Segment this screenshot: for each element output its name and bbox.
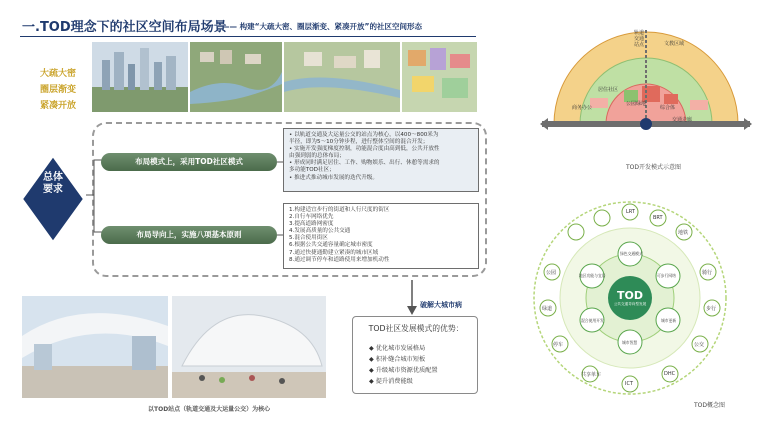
outer-label-4: 骑行 [702, 270, 713, 276]
branch-eight-principles: 布局导向上，实施八项基本原则 [101, 226, 277, 244]
advantage-item: ◆ 优化城市发展格局 [369, 345, 426, 352]
outer-label-11: 绿道 [542, 306, 553, 312]
diagram-bottom-center-title: TOD [617, 289, 643, 302]
photo-masterplan-render [284, 42, 400, 112]
photo-zoning-map [402, 42, 477, 112]
side-label-3: 紧凑开放 [40, 101, 77, 111]
photo-station-canopy [22, 296, 168, 398]
diagram-top-transit-label: 交通走廊 [672, 117, 693, 123]
outer-label-12: 公园 [546, 270, 557, 276]
outer-label-2: BRT [653, 215, 663, 221]
title-underline [20, 36, 476, 37]
ring-label-5: 混合使用开发 [581, 318, 604, 323]
diagram-bottom-center-sub: 公共交通导向型发展 [613, 302, 647, 306]
outer-label-1: LRT [626, 209, 635, 215]
down-arrow-icon [406, 280, 418, 316]
advantage-item: ◆ 提升消费能级 [369, 378, 413, 385]
summary-label: 总体要求 [43, 172, 63, 195]
ring-label-3: 城市更新 [661, 318, 677, 323]
ring-label-2: 可步行网络 [657, 273, 676, 278]
principles-list: 1.构建适宜步行的街道和人行尺度的街区 2.自行车网络优先 3.提高道路网密度 4.发展高质量的公共交通 5.混合使用街区 6.根据公共交通容量确定城市密度 7.通过快捷通勤建立紧凑的城市区域 8.通过调节停车和道路使用来增加机动性 [283, 203, 479, 269]
arrow-label: 破解大城市病 [420, 301, 462, 309]
page-title: 一.TOD理念下的社区空间布局场景 [22, 20, 227, 35]
branch-layout-mode: 布局模式上，采用TOD社区模式 [101, 153, 277, 171]
side-label-2: 圈层渐变 [40, 85, 77, 95]
ring-label-6: 地区功能与宜居 [579, 273, 606, 278]
advantage-item: ◆ 升级城市资源优质配置 [369, 367, 438, 374]
outer-label-5: 步行 [706, 306, 717, 312]
diagram-top-station-label: 轨道交通站点 [634, 30, 645, 48]
advantage-item: ◆ 积补缝合城市短板 [369, 356, 426, 363]
photo-caption: 以TOD站点（轨道交通及大运量公交）为核心 [148, 406, 271, 413]
diamond-badge [20, 154, 86, 244]
outer-label-6: 公交 [694, 342, 705, 348]
side-label-1: 大疏大密 [40, 69, 77, 79]
ring-label-4: 城市智慧 [622, 340, 638, 345]
diagram-top-zone-4: 综合体 [660, 105, 676, 111]
diagram-top-zone-2: 居住社区 [598, 87, 619, 93]
diagram-bottom-caption: TOD概念图 [694, 402, 726, 409]
diagram-top-zone-3: 公园绿地 [626, 101, 647, 107]
diagram-top-caption: TOD开发模式示意图 [626, 164, 682, 171]
photo-city-skyline [92, 42, 188, 112]
outer-label-7: DHC [664, 371, 676, 377]
photo-river-aerial [190, 42, 282, 112]
diagram-top-culture-label: 文教区域 [664, 41, 685, 47]
ring-label-1: 绿色交通模式 [620, 251, 643, 256]
outer-label-8: ICT [625, 381, 634, 387]
diagram-top-zone-1: 商务办公 [572, 105, 593, 111]
layout-mode-description: • 以轨道交通及大运量公交的站点为核心，以400～800米为 半径，即为5～10分钟步程，进行整体空间的混合开发； • 实施开发强度梯度控制，功能混合度由高到低，公共开放性 由强到弱的总体布局； • 形成同时满足居住、工作、购物娱乐、出行、休憩等需求的 多功能TOD社区； • 推进式推动城市发展的迭代升级。 [283, 128, 479, 192]
advantages-box [352, 316, 478, 394]
photo-plaza-crowd [172, 296, 326, 398]
advantages-title: TOD社区发展模式的优势： [368, 324, 464, 333]
outer-label-9: 共享单车 [581, 372, 602, 378]
tod-development-diagram [540, 28, 752, 168]
outer-label-3: 地铁 [678, 230, 689, 236]
outer-label-10: 停车 [553, 342, 564, 348]
page-subtitle: —— 构建“大疏大密、圈层渐变、紧凑开放”的社区空间形态 [222, 22, 422, 31]
